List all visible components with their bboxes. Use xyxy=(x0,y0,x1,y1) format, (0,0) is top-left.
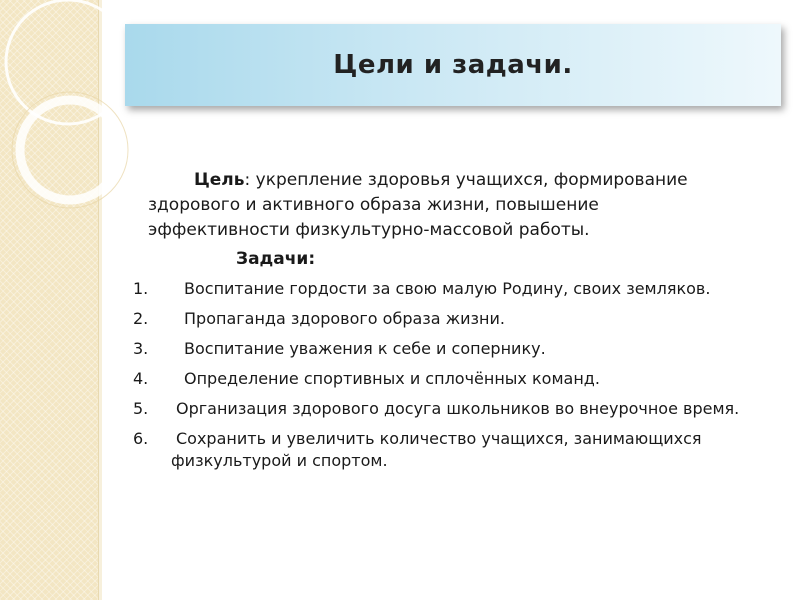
list-item xyxy=(133,278,783,300)
task-number: 6. xyxy=(133,429,149,448)
task-number: 2. xyxy=(133,309,149,328)
task-number: 3. xyxy=(133,339,149,358)
list-item xyxy=(133,398,783,420)
slide-title: Цели и задачи. xyxy=(333,50,573,80)
list-item xyxy=(133,368,783,390)
goal-line-1 xyxy=(148,168,748,193)
task-text: Организация здорового досуга школьников во внеурочное время. xyxy=(176,399,740,418)
task-text: Сохранить и увеличить количество учащихся, занимающихся xyxy=(176,429,702,448)
tasks-heading: Задачи: xyxy=(236,249,316,269)
list-item xyxy=(133,338,783,360)
goal-paragraph xyxy=(148,168,748,243)
goal-text-1: : укрепление здоровья учащихся, формирование xyxy=(244,170,688,190)
task-number: 4. xyxy=(133,369,149,388)
task-text: Определение спортивных и сплочённых команд. xyxy=(184,369,600,388)
task-number: 1. xyxy=(133,279,149,298)
goal-line-2: здорового и активного образа жизни, повышение xyxy=(148,195,599,215)
task-text: Воспитание гордости за свою малую Родину, своих земляков. xyxy=(184,279,711,298)
task-number: 5. xyxy=(133,399,149,418)
title-banner xyxy=(125,24,781,106)
task-text: Пропаганда здорового образа жизни. xyxy=(184,309,505,328)
goal-line-3: эффективности физкультурно-массовой работы. xyxy=(148,220,590,240)
list-item xyxy=(133,428,783,472)
list-item xyxy=(133,308,783,330)
goal-label: Цель xyxy=(194,170,245,190)
tasks-list xyxy=(133,278,783,480)
task-text-continuation: физкультурой и спортом. xyxy=(171,451,388,470)
task-text: Воспитание уважения к себе и сопернику. xyxy=(184,339,546,358)
